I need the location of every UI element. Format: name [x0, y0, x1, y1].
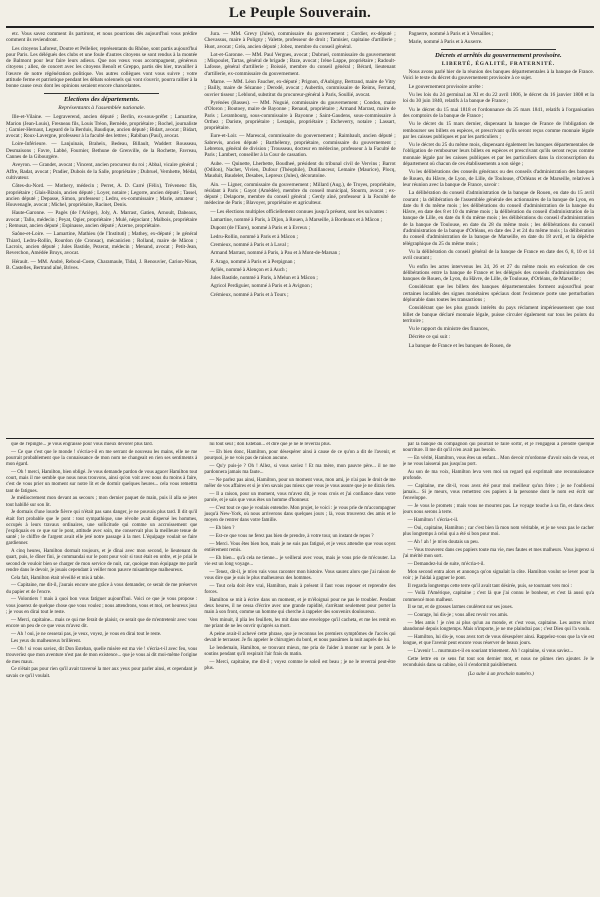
paragraph: — Ah ! ah ! je m'en doutais un peu.	[407, 540, 479, 545]
paragraph: — Eh bien... qu'à cela ne tienne... je veillerai avec vous, mais je vous prie de m'écouter. La vie est un long voyage...	[204, 555, 396, 567]
paragraph: — Est-ce que vous ne ferez pas bien de prendre, à votre tour, un instant de repos ?	[209, 533, 374, 539]
paragraph: — Tenez, dit-il, je m'en vais vous raconter mon histoire. Vous saurez alors que j'ai raison de vous dire que je suis le plus malheureux des hommes.	[204, 569, 396, 581]
section-heading: Décrets et arrêtés du gouvernement provisoire.	[434, 51, 562, 59]
paragraph: Hamilton se mit à écrire dans un moment, et je m'éloignai pour ne pas le troubler. Pendant deux heures, il ne cessa d'écrire avec une grande rapidité, s'arrêtant seulement pour porter la main à son front, comme un homme qui cherche à rappeler des souvenirs douloureux.	[204, 597, 396, 615]
paragraph: Aveyron. — Grandet, avocat ; Vincent, ancien procureur du roi ; Abbal, vicaire général ; Affre, Radat, avocat ; Pradier, Dubois de la Salle, propriétaire ; Dubruel, Vernhette, Médal, cultivateur.	[6, 162, 198, 181]
paragraph: Ledru-Rollin, nommé à Paris et à Mâcon ;	[210, 233, 298, 240]
paragraph: A peine avait-il achevé cette phrase, que je reconnus les premiers symptômes de l'accès qui devait le terrasser. Je fis appeler le chirurgien du bord, et nous passâmes la nuit auprès de lui.	[204, 631, 396, 643]
paragraph: Ain. — Ligner, commissaire du gouvernement ; Millard (Aug.), de Troyes, propriétaire, résidant à Paris ; Gayot (Amédée), membre du conseil municipal, Stourm, avocat ; ex-député ; Delaporte, membre du conseil général ; Gerdy aîné, professeur à la Faculté de médecine de Paris ; Blavoyer, propriétaire et agriculteur.	[204, 181, 396, 207]
paragraph: Vu le décret du 15 mai 1818 et l'ordonnance du 25 mars 1841, relatifs à l'organisation des comptoirs de la banque de France ;	[402, 106, 594, 119]
paragraph: — C'est tout ce que je voulais entendre. Mon projet, le voici : je vous prie de m'accompagner jusqu'à New-York, où nous arriverons dans quelques jours ; là, vous trouverez des amis et le moyen de rentrer dans votre famille.	[204, 505, 396, 524]
feuilleton-column-3	[403, 442, 594, 897]
paragraph: — Voilà l'Amérique, capitaine ; c'est là que j'ai connu le bonheur, et c'est là aussi qu'a commencé mon malheur.	[402, 591, 594, 603]
paragraph: Il regarda longtemps cette terre qu'il avait tant désirée, puis, se tournant vers moi :	[407, 583, 572, 589]
paragraph: Cremieux, nommé à Paris et à Laval ;	[210, 241, 289, 248]
column-2	[204, 31, 395, 435]
feuilleton-columns	[6, 442, 594, 897]
paragraph: Considérant que les plus grands intérêts du pays réclament impérieusement que tout billet de banque déclaré monnaie légale, puisse circuler également sur tous les points du territoire ;	[402, 305, 594, 324]
paragraph: — Oh ! merci, Hamilton, bien obligé. Je vous demande pardon de vous agacer Hamilton tout court, mais il me semble que nous nous trouvons, ainsi qu'on voit avec nous du moins à faire, c'est de vous prier un moment sur notre lit et de dormir quelques heures... cela vous remettra tant de fatigues.	[6, 470, 198, 494]
paragraph: Vu les lois du 24 germinal an XI et du 22 avril 1806, le décret du 16 janvier 1808 et la loi du 30 juin 1840, relatifs à la banque de France ;	[402, 92, 594, 105]
paragraph: Saône-et-Loire. — Lamartine, Mathieu (de l'Instituti) ; Mathey, ex-député ; le général Thiard, Ledru-Rollin, Rourdon (de Cronsac), mécanicien ; Rolland, maire de Mâcon ; Lacroix, ancien député ; Jules Bastide, Pezerat, médecin ; Menand, avocat ; Petit-Jean, Reverchon, Amédée Bruys, avocat.	[6, 231, 198, 257]
paragraph: Crémieux, nommé à Paris et à Tours ;	[210, 291, 289, 298]
paragraph: — Ah ! oui, je ne cesserai pas, je veux, voyez, je vous en dirai tout le reste.	[11, 631, 162, 637]
paragraph: — Courage, lui dis-je ; vous allez revoir vos amis.	[407, 613, 509, 619]
main-columns	[6, 31, 594, 435]
paragraph: — Il a raison, pour un moment, vous m'avez dit, je vous crois et j'ai confiance dans votre parole, et je sais que vous êtes un homme d'honneur.	[204, 491, 396, 503]
paragraph: Eure-et-Loir. — Marescal, commissaire du gouvernement ; Raimbault, ancien député ; Sabrevis, ancien député ; Barthélemy, propriétaire, commissaire du gouvernement ; Lebreton, général de division ; Trousseau, docteur en médecine, professeur à la Faculté de Paris ; Lambert, conseiller à la Cour de cassation.	[204, 133, 396, 159]
paragraph: Dupont (de l'Eure), nommé à Paris et à Evreux ;	[210, 225, 311, 232]
paragraph: — Eh bien donc, Hamilton, pour désespérer ainsi à cause de ce qu'on a dit de l'avenir, et pourquoi, je ne vois pas de raison aucune.	[204, 449, 396, 461]
paragraph: Côtes-du-Nord. — Mothery, médecin ; Perret, A. D. Carré (Félix), Trévenenc fils, propriétaire ; Glais-Bizoin, ancien député ; Loyer, notaire ; Legorre, ancien député ; Tassel, ancien député ; Depasse, Simon, professeur ; Ledru, ex-commissaire ; Marie, armateur ; Houvenagle, avocat ; Michel, propriétaire, Racinet, Denis.	[6, 183, 198, 209]
feuilleton-column-1	[6, 442, 197, 897]
paragraph: — Hamilton, lui dis-je, vous avez tort de vous désespérer ainsi. Rappelez-vous que la vie est longue, et que l'avenir peut encore vous réserver de beaux jours.	[402, 634, 594, 647]
paragraph: que de l'épingle... je vous engraisse pour vous mieux dévorer plus tard.	[11, 442, 153, 447]
paragraph: Cela fait, Hamilton était réveillé et mis à table.	[11, 575, 105, 581]
paragraph: — Oh ! si vous saviez, dit Don Esteban, quelle misère est ma vie ! s'écria-t-il avec feu, vous trouveriez que mon aventure n'est pas de mon existence... que je vous ai dit moi-même l'origine de mes maux.	[6, 647, 198, 665]
paragraph: Au son de ma voix, Hamilton leva vers moi un regard qui exprimait une reconnaissance profonde.	[402, 470, 594, 482]
paragraph: — Qu'y puis-je ? Oh ! Allez, si vous saviez ! Et ma mère, mon pauvre père... il ne me pardonnera jamais ma faute...	[204, 463, 396, 475]
paragraph: Ayliès, nommé à Alençon et à Auch ;	[210, 266, 288, 273]
paragraph: — Les élections multiples officiellement connues jusqu'à présent, sont les suivantes :	[210, 208, 387, 215]
paragraph: Nous avons parlé hier de la réunion des banques départementales à la banque de France. Voici le texte du décret du gouvernement provisoire à ce sujet.	[402, 69, 594, 82]
paragraph: etc. Vous savez comment ils partiront, et nous pourrions dès aujourd'hui vous prédire comment ils reviendront.	[6, 31, 198, 44]
paragraph: Marie, nommé à Paris et à Auxerre.	[408, 39, 483, 46]
paragraph: Vers minuit, il plia les feuillets, les mit dans une enveloppe qu'il cacheta, et me les remit en me priant de ne les ouvrir qu'après sa mort.	[204, 617, 396, 629]
paragraph: Il se tut, et de grosses larmes coulèrent sur ses joues.	[407, 605, 513, 611]
paragraph: — Demandez-lui de suite, m'écria-t-il.	[407, 561, 485, 567]
paragraph: — Capitaine, me dit-il, vous avez été pour moi meilleur qu'un frère ; je ne l'oublierai jamais... Si je meurs, vous remettrez ces papiers à la personne dont le nom est écrit sur l'enveloppe.	[402, 484, 594, 502]
paragraph: Hérault. — MM. André, Reboul-Coste, Charamaule, Tidal, J. Renouvier, Carion-Nisas, B. Castelles, Bertrand aîné, Brives.	[6, 258, 198, 271]
paragraph: lui tout seul ; don Esteban... et dire que je ne le reverrai plus.	[209, 442, 331, 447]
paragraph: Pyrénées (Basses). — MM. Noguié, commissaire du gouvernement ; Condon, maire d'Oloron ; Boutoey, maire de Bayonne ; Renaud, propriétaire ; Armand Marrast, maire de Paris ; Lerambourg, sous-commissaire à Bayonne ; Saint-Gaudens, sous-commissaire à Orthez ; Dariste, propriétaire ; Lestapis, propriétaire ; Etcheverry, notaire ; Lassart, propriétaire.	[204, 99, 396, 132]
paragraph: Les yeux du malheureux brillèrent.	[11, 639, 82, 645]
paragraph: — Ce que c'est que le monde ! s'écria-t-il en me serrant de nouveau les mains, elle ne me pourrait probablement que la connaissance de mon nom ne changeait en rien ses sentiments à mon égard.	[6, 449, 198, 468]
paragraph: — Ne parlez pas ainsi, Hamilton, pour un moment vous, mon ami, je n'ai pas le droit de me mêler de vos affaires et si je n'en savais pas mieux que vous je vous assure que je ne dirais rien.	[204, 477, 396, 489]
paragraph: F. Arago, nommé à Paris et à Perpignan ;	[210, 258, 296, 265]
paragraph: Jura. — MM. Grevy (Jules), commissaire du gouvernement ; Cordier, ex-député ; Chevassus, maire à Poligny ; Valette, professeur de droit ; Tamisier, capitaine d'artillerie ; Huot, avocat ; Gréa, ancien député ; Jobez, membre du conseil général.	[204, 31, 396, 50]
paragraph: Lot-et-Garonne. — MM. Paul Vergnes, avocat ; Dubruel, commissaire du gouvernement ; Mispoulet, Tartas, général de brigade ; Baze, avocat ; Irène Lappe, propriétaire ; Radoult-Lafosse, général d'artillerie ; Boissié, membre du conseil général ; Bérard, lieutenant d'artillerie, ex-commissaire du gouvernement.	[204, 51, 396, 77]
paragraph: Cette lettre en ce sens fut tout son dernier mot, et nous ne pûmes rien ajouter. Je le reconduisis dans sa cabine, où il s'endormit paisiblement.	[402, 656, 594, 668]
to-be-continued: (La suite à un prochain numéro.)	[467, 672, 534, 678]
feuilleton-column-2	[204, 442, 395, 897]
paragraph: Ille-et-Vilaine. — Legraverend, ancien député ; Berlin, ex-sous-préfet ; Lamartine, Marion (Jean-Louis), Fresneau fils, Louis Tréon, Bernède, propriétaire ; Rochel, journaliste ; Garnier-Hernaut, Legeard de la Berduis, Baudique, ancien député ; Bidart, avocat ; Bidart, avocat ; Roux-Lavergne, professeur à la faculté des lettres ; Rabiban (Paul), avocat.	[6, 114, 198, 140]
paragraph: — Hamilton ! s'écria-t-il.	[407, 518, 459, 524]
paragraph: Armand Marrast, nommé à Paris, à Pau et à Mont-de-Marsan ;	[210, 250, 340, 257]
section-subheading: Représentants à l'assemblée nationale.	[58, 104, 146, 111]
paragraph: A cinq heures, Hamilton dormait toujours, et je dînai avec mon second, le lieutenant du quart, puis, le dîner fini, je commandai sur le pont pour voir si tout était en ordre, et je priai le second de vouloir bien se charger de mon service de nuit, car, quoique mon équipage me parût rendre dans le devoir, je jouais cependant à veiller mon pauvre misanthrope malheureux.	[6, 549, 198, 573]
section-heading: Elections des départements.	[64, 95, 140, 103]
paragraph: — Volontiers ! mais à quoi bon vous fatiguer aujourd'hui. Voici ce que je vous propose : vous jouerez de quelque chose que vous voulez ; nous attendrons, vous et moi, cet heureux jour ; je vous en dirai tout le reste.	[6, 597, 198, 615]
masthead	[6, 0, 594, 28]
paragraph: Loire-Inférieure. — Lanjuinais, Braheix, Bedeau, Billault, Waddert Rousseau, Desmaisons ; Favre, Labbé, Fournier, Bethune de Grenville, de la Rochette, Favreau, Cannes de la Gibourgère.	[6, 141, 198, 161]
paragraph: — Merci, capitaine, me dit-il ; voyez comme le soleil est beau ; je ne le reverrai peut-être plus.	[204, 659, 396, 671]
paragraph: — Mes amis ! je n'en ai plus qu'un au monde, et c'est vous, capitaine. Les autres m'ont abandonné depuis longtemps. Mais n'importe, je ne me plaindrai pas ; c'est Dieu qui l'a voulu.	[402, 620, 594, 633]
paragraph: Vu enfin les actes intervenus les 24, 26 et 27 du même mois en exécution de ces délibérations entre la banque de France et les délégués des conseils d'administration des banques de Rouen, de Lyon, du Hâvre, de Lille, de Toulouse, d'Orléans, de Marseille ;	[402, 263, 594, 283]
paragraph: — Vous trouverez dans ces papiers toute ma vie, mes fautes et mes malheurs. Vous jugerez si j'ai mérité mon sort.	[402, 547, 594, 559]
paragraph: — L'avenir !... murmura-t-il en souriant tristement. Ah ! capitaine, si vous saviez...	[407, 648, 574, 654]
column-3	[403, 31, 594, 435]
paragraph: — Oui, capitaine, Hamilton ; car c'est bien là mon nom véritable, et je ne veux pas le cacher plus longtemps à celui qui a été si bon pour moi.	[402, 526, 594, 538]
paragraph: — Merci. Vous êtes bien bon, mais je ne suis pas fatigué, et je veux attendre que vous soyez entièrement remis.	[204, 541, 396, 553]
paragraph: Décrète ce qui suit :	[408, 334, 451, 341]
paragraph: Vu la délibération du conseil général de la banque de France en date des 6, 8, 10 et 14 avril courant ;	[402, 248, 594, 262]
paragraph: La banque de France et les banques de Rouen, de	[408, 342, 511, 349]
paragraph: Jules Bastide, nommé à Paris, à Melun et à Mâcon ;	[210, 275, 318, 282]
paragraph: Le lendemain, Hamilton, se trouvant mieux, me pria de l'aider à monter sur le pont. Je le soutins pendant qu'il respirait l'air frais du matin.	[204, 645, 396, 657]
paragraph: par la banque du compagnon qui pourrait le faire sortir, et je l'engageai à prendre quelque nourriture. Il me dit qu'il n'en avait pas besoin.	[402, 442, 594, 454]
motto: LIBERTÉ, ÉGALITÉ, FRATERNITÉ.	[441, 60, 555, 67]
paragraph: Je dormais d'une lourde fièvre qui n'était pas sans danger, je ne pouvais plus tard. Il dit qu'il était fort probable que le pont : tout sympathique, une révolte avait dispersé les hommes, occupés à leurs travaux ordinaires, une sollicitude qui comme un accroissement que j'expliquais en ce que sur le pont, attitude avec soin, me conservait plus la meilleure tenue de santé ; le chiffre de l'argent avait elle jeté notre passage à la mer. L'équipage voulait se faire gardienner.	[6, 510, 198, 547]
paragraph: Vu le décret du 25 du même mois, dispensant également les banques départementales de l'obligation de rembourser leurs billets en espèces et prescrivant qu'ils seront reçus comme monnaie légale par les caisses publiques et par les particuliers dans la circonscription du département où chacun de ces établissements a son siège ;	[402, 142, 594, 168]
paragraph: — En vérité, Hamilton, vous êtes un enfant... Mon devoir m'ordonne d'avoir soin de vous, et je ne vous laisserai pas jusqu'au port.	[402, 456, 594, 468]
paragraph: Agricol Perdiguier, nommé à Paris et à Avignon ;	[210, 283, 313, 290]
paragraph: Pagnerre, nommé à Paris et à Versailles ;	[408, 31, 494, 37]
divider	[44, 93, 159, 94]
paragraph: Mon second entra alors et annonça qu'on signalait la côte. Hamilton voulut se lever pour la voir ; je l'aidai à gagner le pont.	[402, 569, 594, 581]
divider	[441, 49, 556, 50]
paragraph: Vu les délibérations des conseils généraux ou des conseils d'administration des banques de Rouen, du Hâvre, de Lyon, de Lille, de Toulouse, d'Orléans et de Marseille, relatives à leur réunion avec la banque de France, savoir :	[402, 169, 594, 188]
paragraph: Vu le décret du 15 mars dernier, dispensant la banque de France de l'obligation de rembourser ses billets en espèces, et prescrivant qu'ils seront reçus comme monnaie légale par les caisses publiques et par les particuliers ;	[402, 121, 594, 140]
feuilleton-divider	[6, 438, 594, 439]
paragraph: — Je vous le promets ; mais vous ne mourrez pas. Le voyage touche à sa fin, et dans deux jours nous serons à terre.	[402, 504, 594, 516]
newspaper-title: Le Peuple Souverain.	[228, 4, 372, 21]
paragraph: Lamartine, nommé à Paris, à Dijon, à Rouen, à Marseille, à Bordeaux et à Mâcon ;	[210, 217, 383, 224]
paragraph: Vu le rapport du ministre des finances,	[408, 326, 489, 333]
paragraph: — Capitaine, me dit-il, j'aurais encore une grâce à vous demander, ce serait de me préserver du papier et de l'encre.	[6, 583, 198, 595]
paragraph: — Tout cela doit être vrai, Hamilton, mais à présent il faut vous reposer et reprendre des forces.	[204, 583, 396, 595]
column-1	[6, 31, 197, 435]
paragraph: Les citoyens Laforest, Doutre et Pellelier, représentants du Rhône, sont partis aujourd'hui pour Paris. Les délégués des clubs et une foule d'autres citoyens se sont rendus à la montée de Balmont pour leur faire leurs adieux. Que nos vœux vous accompagnent, généreux citoyens ; allez, de concert avec les citoyens Benoît et Greppo, partis dès hier, travailler à l'œuvre de notre régénération politique. Vos autres collègues vont vous suivre ; votre attitude ferme et patriotique pendant les débats solennels qui vont s'ouvrir, pourra rallier à la bonne cause ceux dont les opinions seraient encore chancelantes.	[6, 45, 198, 90]
paragraph: Ce n'était pas pour rien qu'il avait traversé la mer aux yeux pour parler ainsi, et cependant je savais ce qu'il voulait.	[6, 667, 198, 679]
paragraph: Marne. — MM. Léon Faucher, ex-député ; Prignon, d'Aubigny, Bertrand, maire de Vitry ; Bailly, maire de Sézanne ; Derodé, avocat ; Aubertin, commissaire de Reims, Ferrand, ouvrier tisseur ; Leblond, substitut du procureur-général à Paris, Soullié, avocat.	[204, 79, 396, 98]
paragraph: Haute-Garonne. — Pagès (de l'Ariège), Joly, A. Marrast, Gatien, Arnoult, Dabeaux, avocat ; Tallo, médecin ; Peyat, Ogier, propriétaire ; Mulé, négociant ; Malbois, propriétaire ; Remusat, ancien député ; Espinasse, ancien député ; Azerne, propriétaire.	[6, 210, 198, 230]
paragraph: Considérant que les billets des banques départementales forment aujourd'hui pour certaines localités des signes monétaires spéciaux dont l'existence porte une perturbation déplorable dans toutes les transactions ;	[402, 284, 594, 303]
paragraph: La délibération du conseil d'administration de la banque de Rouen, en date du 15 avril courant ; la délibération de l'assemblée générale des actionnaires de la banque de Lyon, en date du 8 du même mois ; les délibérations du conseil d'administration de la banque du Hâvre, en date des 8 et 10 du même mois ; la délibération du conseil d'administration de la banque de Lille, en date du 8 du même mois ; les délibérations du conseil d'administration de la banque de Toulouse, en date du 28 du même mois ; les délibérations du conseil d'administration de la banque d'Orléans, en date des 2 et 24 du même mois ; la délibération du conseil d'administration de la banque de Marseille, en date du 18 avril, et la dépêche télégraphique du 25 du même mois ;	[402, 190, 594, 247]
paragraph: — Merci, capitaine... mais ce qui me ferait de plaisir, ce serait que de m'entretenir avec vous encore un peu de ce que vous m'avez dit.	[6, 617, 198, 629]
paragraph: Le gouvernement provisoire arrête :	[408, 83, 484, 90]
paragraph: Aube. — Quinette, Lherbette, Boudheé, président du tribunal civil de Vervins ; Barrot (Odilon), Nachet, Vivien, Dufour (Théophile), Dutillanceur, Lemaire (Maurice), Plocq, Mauduit, Baudelet, Desabes, Lepreux (Jules), décoratoine.	[204, 160, 396, 180]
paragraph: — Eh bien ?	[209, 526, 235, 531]
paragraph: Je médiocrement mon devant au secours ; mon dernier paquet de main, puis il alla se jeter tout habillé sur son lit.	[6, 496, 198, 508]
